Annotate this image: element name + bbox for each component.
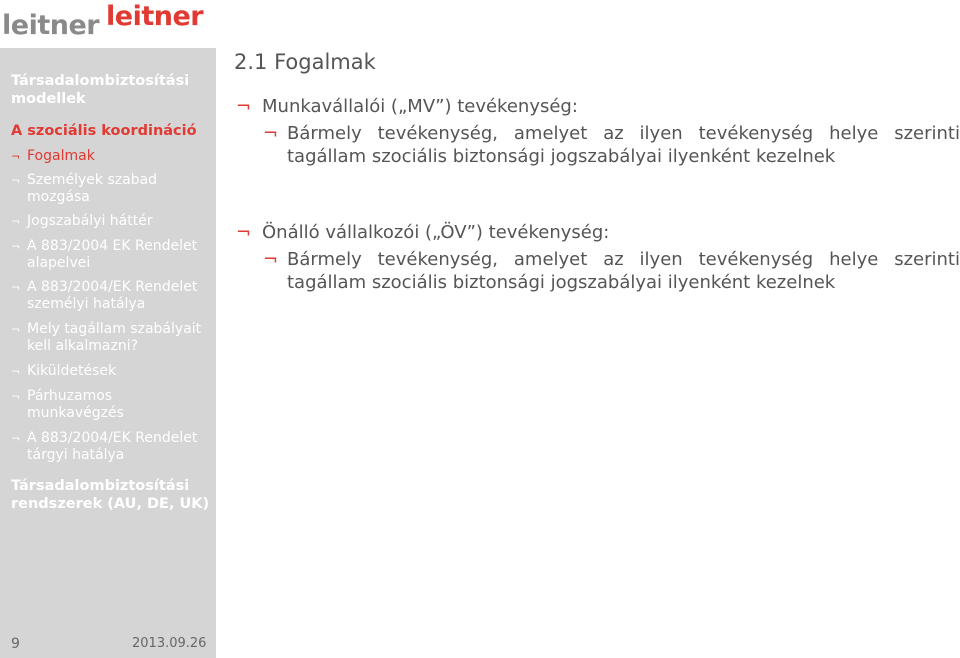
bullet-icon: ¬ [11,240,21,253]
sidebar-heading-models[interactable]: Társadalombiztosítási modellek [11,73,190,107]
bullet-icon: ¬ [11,215,21,228]
term-definition-self-employed [263,249,960,294]
sidebar [0,48,216,658]
sidebar-item-label: Kiküldetések [27,363,117,379]
leitner-logo [0,0,240,46]
term-heading-employee [236,96,956,117]
sidebar-item-label: Fogalmak [27,148,95,164]
sidebar-item-label: A 883/2004/EK Rendelet tárgyi hatálya [27,430,198,463]
sidebar-item-regulation-principles[interactable] [11,238,211,272]
page-title: 2.1 Fogalmak [234,50,376,74]
term-heading-text: Munkavállalói („MV”) tevékenység: [262,96,578,117]
bullet-icon: ¬ [263,123,279,144]
sidebar-item-label: Párhuzamos munkavégzés [27,388,124,421]
term-definition-text: Bármely tevékenység, amelyet az ilyen tevékenység helye szerinti tagállam szociális biztonsági jogszabályai ilyenként kezelnek [287,249,960,293]
sidebar-item-postings[interactable] [11,363,211,380]
bullet-icon: ¬ [11,323,21,336]
sidebar-item-label: Személyek szabad mozgása [27,172,158,205]
sidebar-item-parallel-work[interactable] [11,388,211,422]
sidebar-item-label: A 883/2004/EK Rendelet személyi hatálya [27,279,198,312]
sidebar-heading-social-coordination[interactable]: A szociális koordináció [11,123,197,139]
sidebar-item-applicable-law[interactable] [11,321,211,355]
sidebar-item-label: A 883/2004 EK Rendelet alapelvei [27,238,198,271]
bullet-icon: ¬ [236,96,252,117]
sidebar-item-material-scope[interactable] [11,430,211,464]
bullet-icon: ¬ [11,390,21,403]
bullet-icon: ¬ [11,281,21,294]
sidebar-item-label: Mely tagállam szabályait kell alkalmazni? [27,321,202,354]
term-definition-employee [263,123,960,168]
term-definition-text: Bármely tevékenység, amelyet az ilyen tevékenység helye szerinti tagállam szociális biztonsági jogszabályai ilyenként kezelnek [287,123,960,167]
logo-text-gray: leitner [2,10,100,41]
sidebar-item-legal-background[interactable] [11,213,211,230]
bullet-icon: ¬ [11,432,21,445]
bullet-icon: ¬ [11,365,21,378]
sidebar-item-free-movement[interactable] [11,172,211,206]
bullet-icon: ¬ [236,222,252,243]
sidebar-item-label: Jogszabályi háttér [27,213,153,229]
logo-text-red: leitner [106,1,204,32]
sidebar-item-personal-scope[interactable] [11,279,211,313]
slide-date: 2013.09.26 [132,636,207,651]
page-number: 9 [11,636,20,652]
term-heading-text: Önálló vállalkozói („ÖV”) tevékenység: [262,222,610,243]
sidebar-item-fogalmak[interactable] [11,148,211,165]
sidebar-heading-systems[interactable]: Társadalombiztosítási rendszerek (AU, DE, UK) [11,478,210,512]
term-heading-self-employed [236,222,956,243]
bullet-icon: ¬ [11,150,21,163]
bullet-icon: ¬ [263,249,279,270]
bullet-icon: ¬ [11,174,21,187]
